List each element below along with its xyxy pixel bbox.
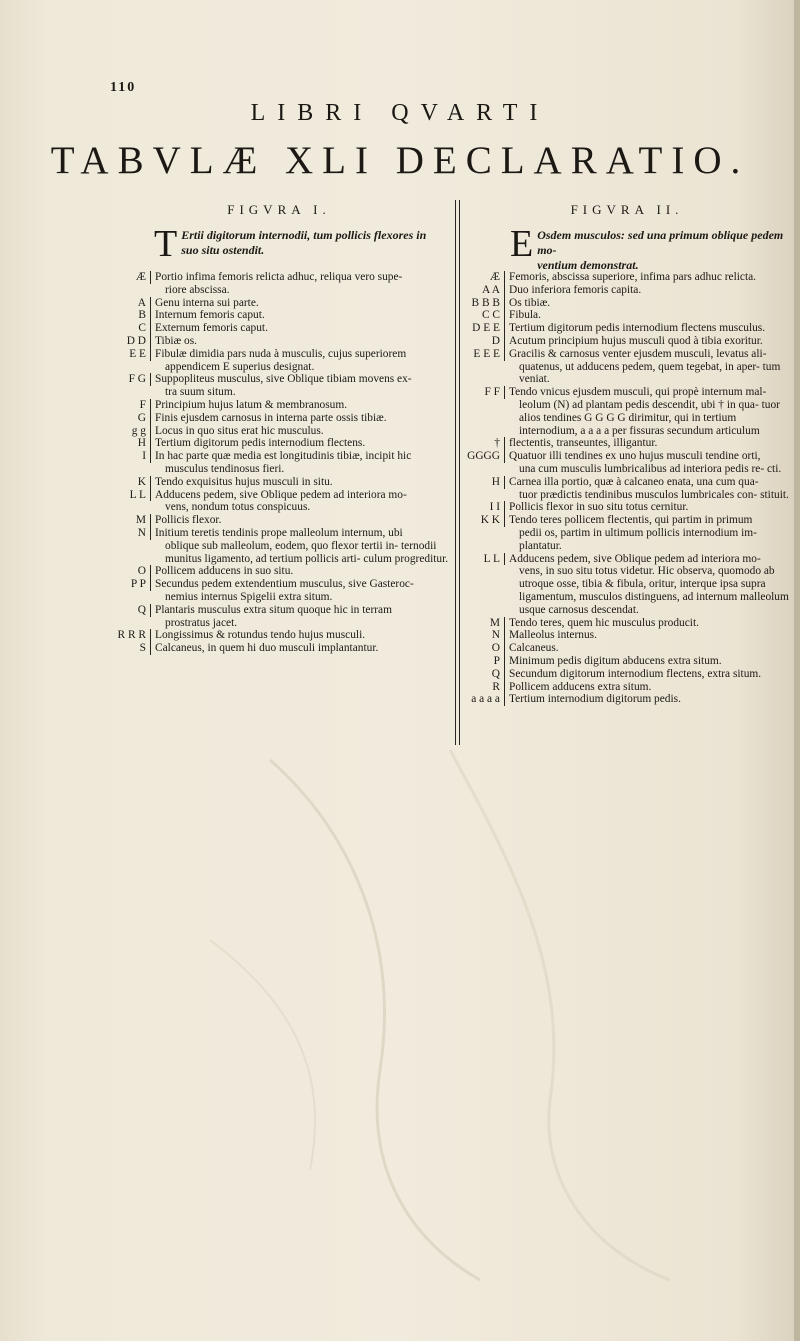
figura1-entry-text: [151, 271, 456, 297]
figura1-entry-text: [151, 450, 456, 476]
figura1-entry-text: [151, 578, 456, 604]
figura1-entry: [104, 642, 456, 655]
figura1-entry-line1: Secundus pedem extendentium musculus, sive Gasteroc-: [155, 578, 414, 591]
figura1-entry-line1: Pollicem adducens in suo situ.: [155, 565, 294, 578]
figura1-entry-line2: musculus tendinosus fieri.: [165, 462, 285, 475]
figura2-entry-label: Æ: [460, 271, 505, 284]
figura1-entry-line1: Initium teretis tendinis prope malleolum internum, ubi: [155, 526, 403, 539]
figura1-entry-line1: Adducens pedem, sive Oblique pedem ad interiora mo-: [155, 488, 407, 501]
figura1-entry-line1: Suppopliteus musculus, sive Oblique tibiam movens ex-: [155, 373, 412, 386]
figura1-entry-text: [151, 489, 456, 515]
figura1-intro-line2: suo situ ostendit.: [181, 243, 265, 257]
figura2-entry-text: [505, 501, 793, 514]
figura2-entry-text: [505, 681, 793, 694]
figura2-entry: [460, 617, 793, 630]
figura1-entry-label: N: [104, 527, 151, 540]
figura2-entry-text: [505, 284, 793, 297]
figura1-entry-label: F G: [104, 373, 151, 386]
figura1-entry-label: L L: [104, 489, 151, 502]
figura1-entry: [104, 604, 456, 630]
figura2-entry-line1: Os tibiæ.: [509, 296, 551, 309]
figura1-entry: [104, 565, 456, 578]
figura1-entry-text: [151, 476, 456, 489]
figura2-entry-text: [505, 335, 793, 348]
figura2-entry-text: [505, 322, 793, 335]
figura1-entry-text: [151, 309, 456, 322]
figura2-entry-text: [505, 553, 793, 617]
figura2-entry-text: [505, 437, 793, 450]
figura2-entry: [460, 655, 793, 668]
figura1-intro: [154, 223, 450, 265]
figura2-entry-text: [505, 309, 793, 322]
figura1-entry-line1: Finis ejusdem carnosus in interna parte ossis tibiæ.: [155, 411, 387, 424]
figura1-entry: [104, 297, 456, 310]
figura1-entry: [104, 437, 456, 450]
figura2-entry-line2: leolum (N) ad plantam pedis descendit, ubi † in qua- tuor alios tendines G G G G dirimitur, qui in tertium internodium, a a a a per fissuras secundum articulum: [519, 398, 780, 437]
figura1-entry-label: g g: [104, 425, 151, 438]
figura1-entry-line2: vens, nondum totus conspicuus.: [165, 501, 311, 514]
figura2-entry-line1: Tertium digitorum pedis internodium flectens musculus.: [509, 322, 766, 335]
figura2-entry-text: [505, 450, 793, 476]
figura1-entry: [104, 514, 456, 527]
figura1-entry: [104, 476, 456, 489]
figura1-entry: [104, 629, 456, 642]
figura2-entry: [460, 437, 793, 450]
figura1-intro-line1: Ertii digitorum internodii, tum pollicis flexores in: [181, 228, 427, 242]
figura2-entry-label: H: [460, 476, 505, 489]
figura1-entry-text: [151, 297, 456, 310]
figura2-entry-label: A A: [460, 284, 505, 297]
figura1-entry-line2: nemius internus Spigelii extra situm.: [165, 590, 333, 603]
figura1-entry-text: [151, 412, 456, 425]
figura2-entry: [460, 348, 793, 386]
figura2-entry-label: GGGG: [460, 450, 505, 463]
figura1-entry-label: H: [104, 437, 151, 450]
figura2-entry-line2: quatenus, ut adducens pedem, quem tegebat, in aper- tum veniat.: [519, 360, 781, 386]
figura1-entry: [104, 399, 456, 412]
figura1-entry-label: G: [104, 412, 151, 425]
figura2-entry-text: [505, 642, 793, 655]
figura2-entry-label: †: [460, 437, 505, 450]
figura1-entry: [104, 527, 456, 565]
figura2-entry-label: N: [460, 629, 505, 642]
figura2-entry: [460, 501, 793, 514]
figura2-entry-text: [505, 668, 793, 681]
figura2-entry: [460, 297, 793, 310]
figura2-entry-line1: Duo inferiora femoris capita.: [509, 283, 642, 296]
figura1-entry-label: K: [104, 476, 151, 489]
figura1-entry-line1: Tertium digitorum pedis internodium flectens.: [155, 437, 366, 450]
figura1-entry-text: [151, 399, 456, 412]
figura1-entry-line1: Pollicis flexor.: [155, 514, 222, 527]
figura1-entry-text: [151, 527, 456, 565]
figura1-entry-text: [151, 348, 456, 374]
figura1-entry-line2: tra suum situm.: [165, 386, 236, 399]
faint-anatomical-sketch: [150, 740, 770, 1300]
plate-title: TABVLÆ XLI DECLARATIO.: [50, 139, 750, 182]
figura2-entry-line1: Calcaneus.: [509, 642, 559, 655]
figura1-entry-line1: Tendo exquisitus hujus musculi in situ.: [155, 475, 333, 488]
figura2-entry: [460, 553, 793, 617]
figura1-entry-label: F: [104, 399, 151, 412]
figura1-entry-label: E E: [104, 348, 151, 361]
figura1-entry-label: R R R: [104, 629, 151, 642]
figura1-entry-line1: Fibulæ dimidia pars nuda à musculis, cujus superiorem: [155, 347, 407, 360]
figura1-entry: [104, 322, 456, 335]
figura1-entry-line1: Genu interna sui parte.: [155, 296, 259, 309]
figura1-entry: [104, 348, 456, 374]
figura2-entry-text: [505, 476, 793, 502]
figura2-entry-line1: Fibula.: [509, 309, 541, 322]
figura1-entry-line1: Plantaris musculus extra situm quoque hic in terram: [155, 603, 392, 616]
figura1-entry-line2: oblique sub malleolum, eodem, quo flexor tertii in- ternodii munitus ligamento, ad tertium pollicis arti- culum progreditur.: [165, 539, 449, 565]
figura2-entry-line1: Quatuor illi tendines ex uno hujus musculi tendine orti,: [509, 450, 761, 463]
figura2-entry-line1: Pollicis flexor in suo situ totus cernitur.: [509, 501, 689, 514]
figura1-entry: [104, 271, 456, 297]
figura2-intro-line2: ventium demonstrat.: [537, 258, 639, 272]
figura2-entry-line1: Adducens pedem, sive Oblique pedem ad interiora mo-: [509, 552, 761, 565]
figura1-entry-text: [151, 565, 456, 578]
figura2-entry-label: F F: [460, 386, 505, 399]
figura1-entry-label: A: [104, 297, 151, 310]
figura2-entry-label: D E E: [460, 322, 505, 335]
figura1-entry-text: [151, 437, 456, 450]
page-edge: [794, 0, 800, 1341]
figura1-entry-text: [151, 604, 456, 630]
figura2-entry-label: a a a a: [460, 693, 505, 706]
figura2-entry: [460, 681, 793, 694]
figura2-entry: [460, 642, 793, 655]
figura1-entry-line1: Principium hujus latum & membranosum.: [155, 398, 348, 411]
figura2-entry-label: I I: [460, 501, 505, 514]
figura1-entry: [104, 412, 456, 425]
figura2-entry-label: Q: [460, 668, 505, 681]
figura2-entry-line1: Femoris, abscissa superiore, infima pars adhuc relicta.: [509, 271, 757, 283]
figura2-legend: [460, 271, 793, 706]
figura1-entry-label: Æ: [104, 271, 151, 284]
figura2-entry-text: [505, 693, 793, 706]
figura2-entry-line1: flectentis, transeuntes, illigantur.: [509, 437, 658, 450]
figura2-entry-text: [505, 629, 793, 642]
figura2-entry: [460, 271, 793, 284]
figura2-entry-line1: Secundum digitorum internodium flectens, extra situm.: [509, 667, 762, 680]
figura2-entry-label: M: [460, 617, 505, 630]
figura1-entry-text: [151, 629, 456, 642]
figura1-entry: [104, 373, 456, 399]
figura1-entry-label: Q: [104, 604, 151, 617]
figura1-entry-line1: Longissimus & rotundus tendo hujus musculi.: [155, 629, 366, 642]
figura2-intro-line1: Osdem musculos: sed una primum oblique pedem mo-: [537, 228, 784, 257]
figura2-intro: [510, 223, 792, 273]
figura1-entry-line1: Internum femoris caput.: [155, 309, 265, 322]
figura2-entry-text: [505, 348, 793, 386]
figura1-entry-text: [151, 373, 456, 399]
figura2-entry-line1: Gracilis & carnosus venter ejusdem musculi, levatus ali-: [509, 347, 767, 360]
figura2-entry-label: K K: [460, 514, 505, 527]
figura2-entry-label: P: [460, 655, 505, 668]
figura2-entry-line1: Minimum pedis digitum abducens extra situm.: [509, 654, 722, 667]
figura2-entry-line1: Carnea illa portio, quæ à calcaneo enata, una cum qua-: [509, 475, 759, 488]
figura2-entry-label: O: [460, 642, 505, 655]
book-header: LIBRI QVARTI: [250, 100, 550, 126]
figura2-entry-text: [505, 271, 793, 284]
figura1-entry-line2: appendicem E superius designat.: [165, 360, 315, 373]
figura1-entry-line1: Calcaneus, in quem hi duo musculi implantantur.: [155, 642, 379, 655]
figura1-entry-line2: prostratus jacet.: [165, 616, 238, 629]
figura2-entry-text: [505, 514, 793, 552]
figura2-entry-text: [505, 297, 793, 310]
figura1-entry-label: P P: [104, 578, 151, 591]
figura1-legend: [104, 271, 456, 655]
figura1-entry-line2: riore abscissa.: [165, 283, 230, 296]
figura1-title: FIGVRA I.: [227, 202, 331, 217]
figura1-entry: [104, 335, 456, 348]
figura1-entry: [104, 489, 456, 515]
figura1-entry-label: I: [104, 450, 151, 463]
figura1-dropcap: T: [154, 223, 178, 265]
figura2-entry: [460, 309, 793, 322]
figura2-entry-text: [505, 386, 793, 437]
figura2-entry-line2: pedii os, partim in ultimum pollicis internodium im- plantatur.: [519, 526, 757, 552]
figura2-entry: [460, 693, 793, 706]
figura2-entry-text: [505, 655, 793, 668]
figura1-entry-line1: Locus in quo situs erat hic musculus.: [155, 424, 324, 437]
figura2-entry: [460, 476, 793, 502]
figura2-entry-line1: Tendo teres, quem hic musculus producit.: [509, 616, 699, 629]
figura2-entry-label: B B B: [460, 297, 505, 310]
figura1-entry-text: [151, 335, 456, 348]
figura2-entry-label: E E E: [460, 348, 505, 361]
figura2-entry-line1: Malleolus internus.: [509, 629, 597, 642]
figura1-entry-line1: Portio infima femoris relicta adhuc, reliqua vero supe-: [155, 271, 403, 283]
figura1-entry-label: O: [104, 565, 151, 578]
figura1-entry-text: [151, 514, 456, 527]
figura1-entry-label: M: [104, 514, 151, 527]
figura1-entry-line1: Tibiæ os.: [155, 334, 198, 347]
figura2-entry: [460, 514, 793, 552]
figura2-entry: [460, 284, 793, 297]
figura2-entry: [460, 335, 793, 348]
figura2-entry: [460, 450, 793, 476]
figura2-entry: [460, 386, 793, 437]
figura1-entry-label: B: [104, 309, 151, 322]
figura2-entry: [460, 322, 793, 335]
figura2-entry-line1: Acutum principium hujus musculi quod à tibia exoritur.: [509, 334, 763, 347]
figura2-entry-label: L L: [460, 553, 505, 566]
figura1-entry-text: [151, 322, 456, 335]
figura1-entry: [104, 578, 456, 604]
figura2-entry-line1: Tertium internodium digitorum pedis.: [509, 693, 681, 706]
figura2-dropcap: E: [510, 223, 534, 265]
figura2-entry-line1: Pollicem adducens extra situm.: [509, 680, 652, 693]
figura2-entry-line1: Tendo vnicus ejusdem musculi, qui propè internum mal-: [509, 386, 767, 399]
figura1-entry: [104, 450, 456, 476]
figura1-entry-line1: In hac parte quæ media est longitudinis tibiæ, incipit hic: [155, 450, 412, 463]
figura2-entry-label: C C: [460, 309, 505, 322]
figura2-entry-line2: una cum musculis lumbricalibus ad interiora pedis re- cti.: [519, 462, 782, 475]
figura2-entry-label: R: [460, 681, 505, 694]
figura2-entry: [460, 668, 793, 681]
figura2-entry-line2: tuor prædictis tendinibus musculos lumbricales con- stituit.: [519, 488, 789, 501]
figura1-entry-label: C: [104, 322, 151, 335]
figura2-entry-line1: Tendo teres pollicem flectentis, qui partim in primum: [509, 514, 753, 527]
figura1-entry: [104, 309, 456, 322]
figura1-entry-text: [151, 425, 456, 438]
figura1-entry-label: D D: [104, 335, 151, 348]
figura1-entry-line1: Externum femoris caput.: [155, 322, 268, 335]
figura2-entry-line2: vens, in suo situ totus videtur. Hic observa, quomodo ab utroque osse, tibia & fibula, oritur, interque ipsa supra ligamentum, musculos distinguens, ad internum malleolum usque carnosus descendat.: [519, 565, 789, 616]
figura2-title: FIGVRA II.: [570, 202, 684, 217]
figura2-entry-text: [505, 617, 793, 630]
figura1-entry-label: S: [104, 642, 151, 655]
page-number: 110: [110, 80, 137, 95]
figura2-entry: [460, 629, 793, 642]
figura2-entry-label: D: [460, 335, 505, 348]
figura1-entry: [104, 425, 456, 438]
figura1-entry-text: [151, 642, 456, 655]
